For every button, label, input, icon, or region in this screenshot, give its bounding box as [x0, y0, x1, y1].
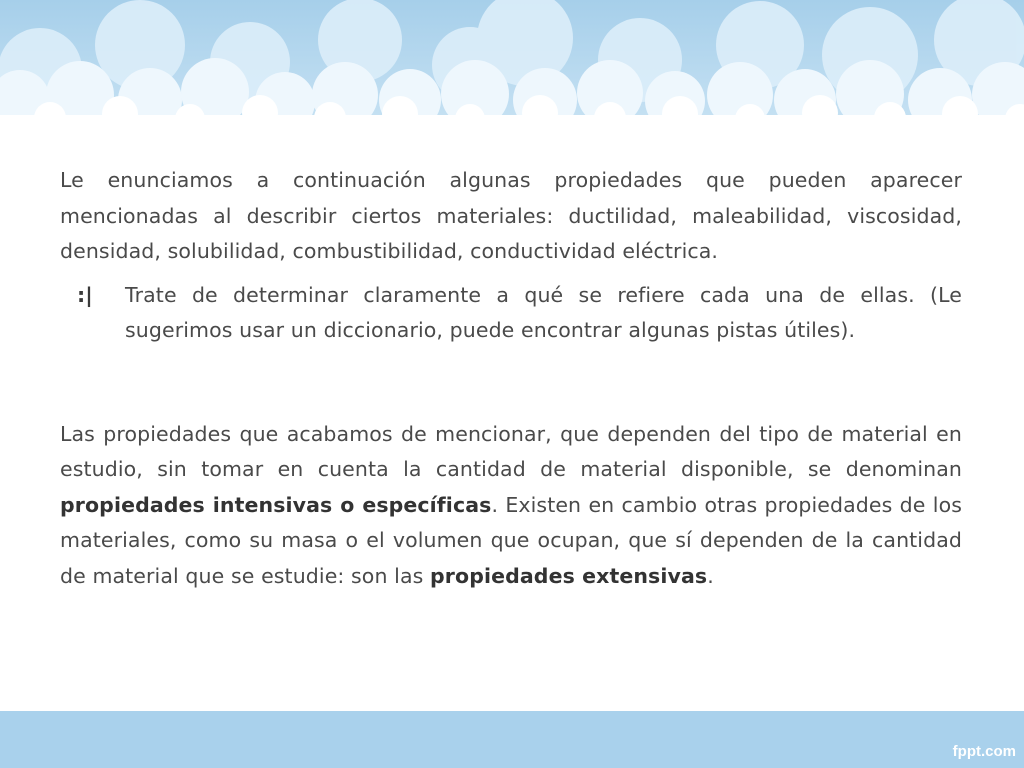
properties-text-2: . Existen en cambio otras propiedades de los materiales, como su masa o el volumen que ocupan, que sí dependen de la cantidad de material que se estudie: son las — [60, 492, 962, 588]
brand-logo[interactable]: fppt.com — [952, 743, 1016, 760]
bullet-item — [60, 278, 962, 349]
bullet-text: Trate de determinar claramente a qué se refiere cada una de ellas. (Le sugerimos usar un diccionario, puede encontrar algunas pistas útiles). — [125, 282, 962, 342]
cloud-header-banner — [0, 0, 1024, 135]
term-intensive-properties: propiedades intensivas o específicas — [60, 492, 492, 517]
footer-bar — [0, 711, 1024, 768]
properties-paragraph — [60, 417, 962, 595]
bullet-marker: :| — [77, 282, 93, 307]
properties-text-3: . — [707, 563, 714, 588]
slide-body — [60, 163, 962, 594]
term-extensive-properties: propiedades extensivas — [430, 563, 708, 588]
intro-paragraph: Le enunciamos a continuación algunas propiedades que pueden aparecer mencionadas al describir ciertos materiales: ductilidad, maleabilidad, viscosidad, densidad, solubilidad, combustibilidad, conductividad eléctrica. — [60, 168, 962, 263]
properties-text-1: Las propiedades que acabamos de mencionar, que dependen del tipo de material en estudio, sin tomar en cuenta la cantidad de material disponible, se denominan — [60, 421, 962, 481]
